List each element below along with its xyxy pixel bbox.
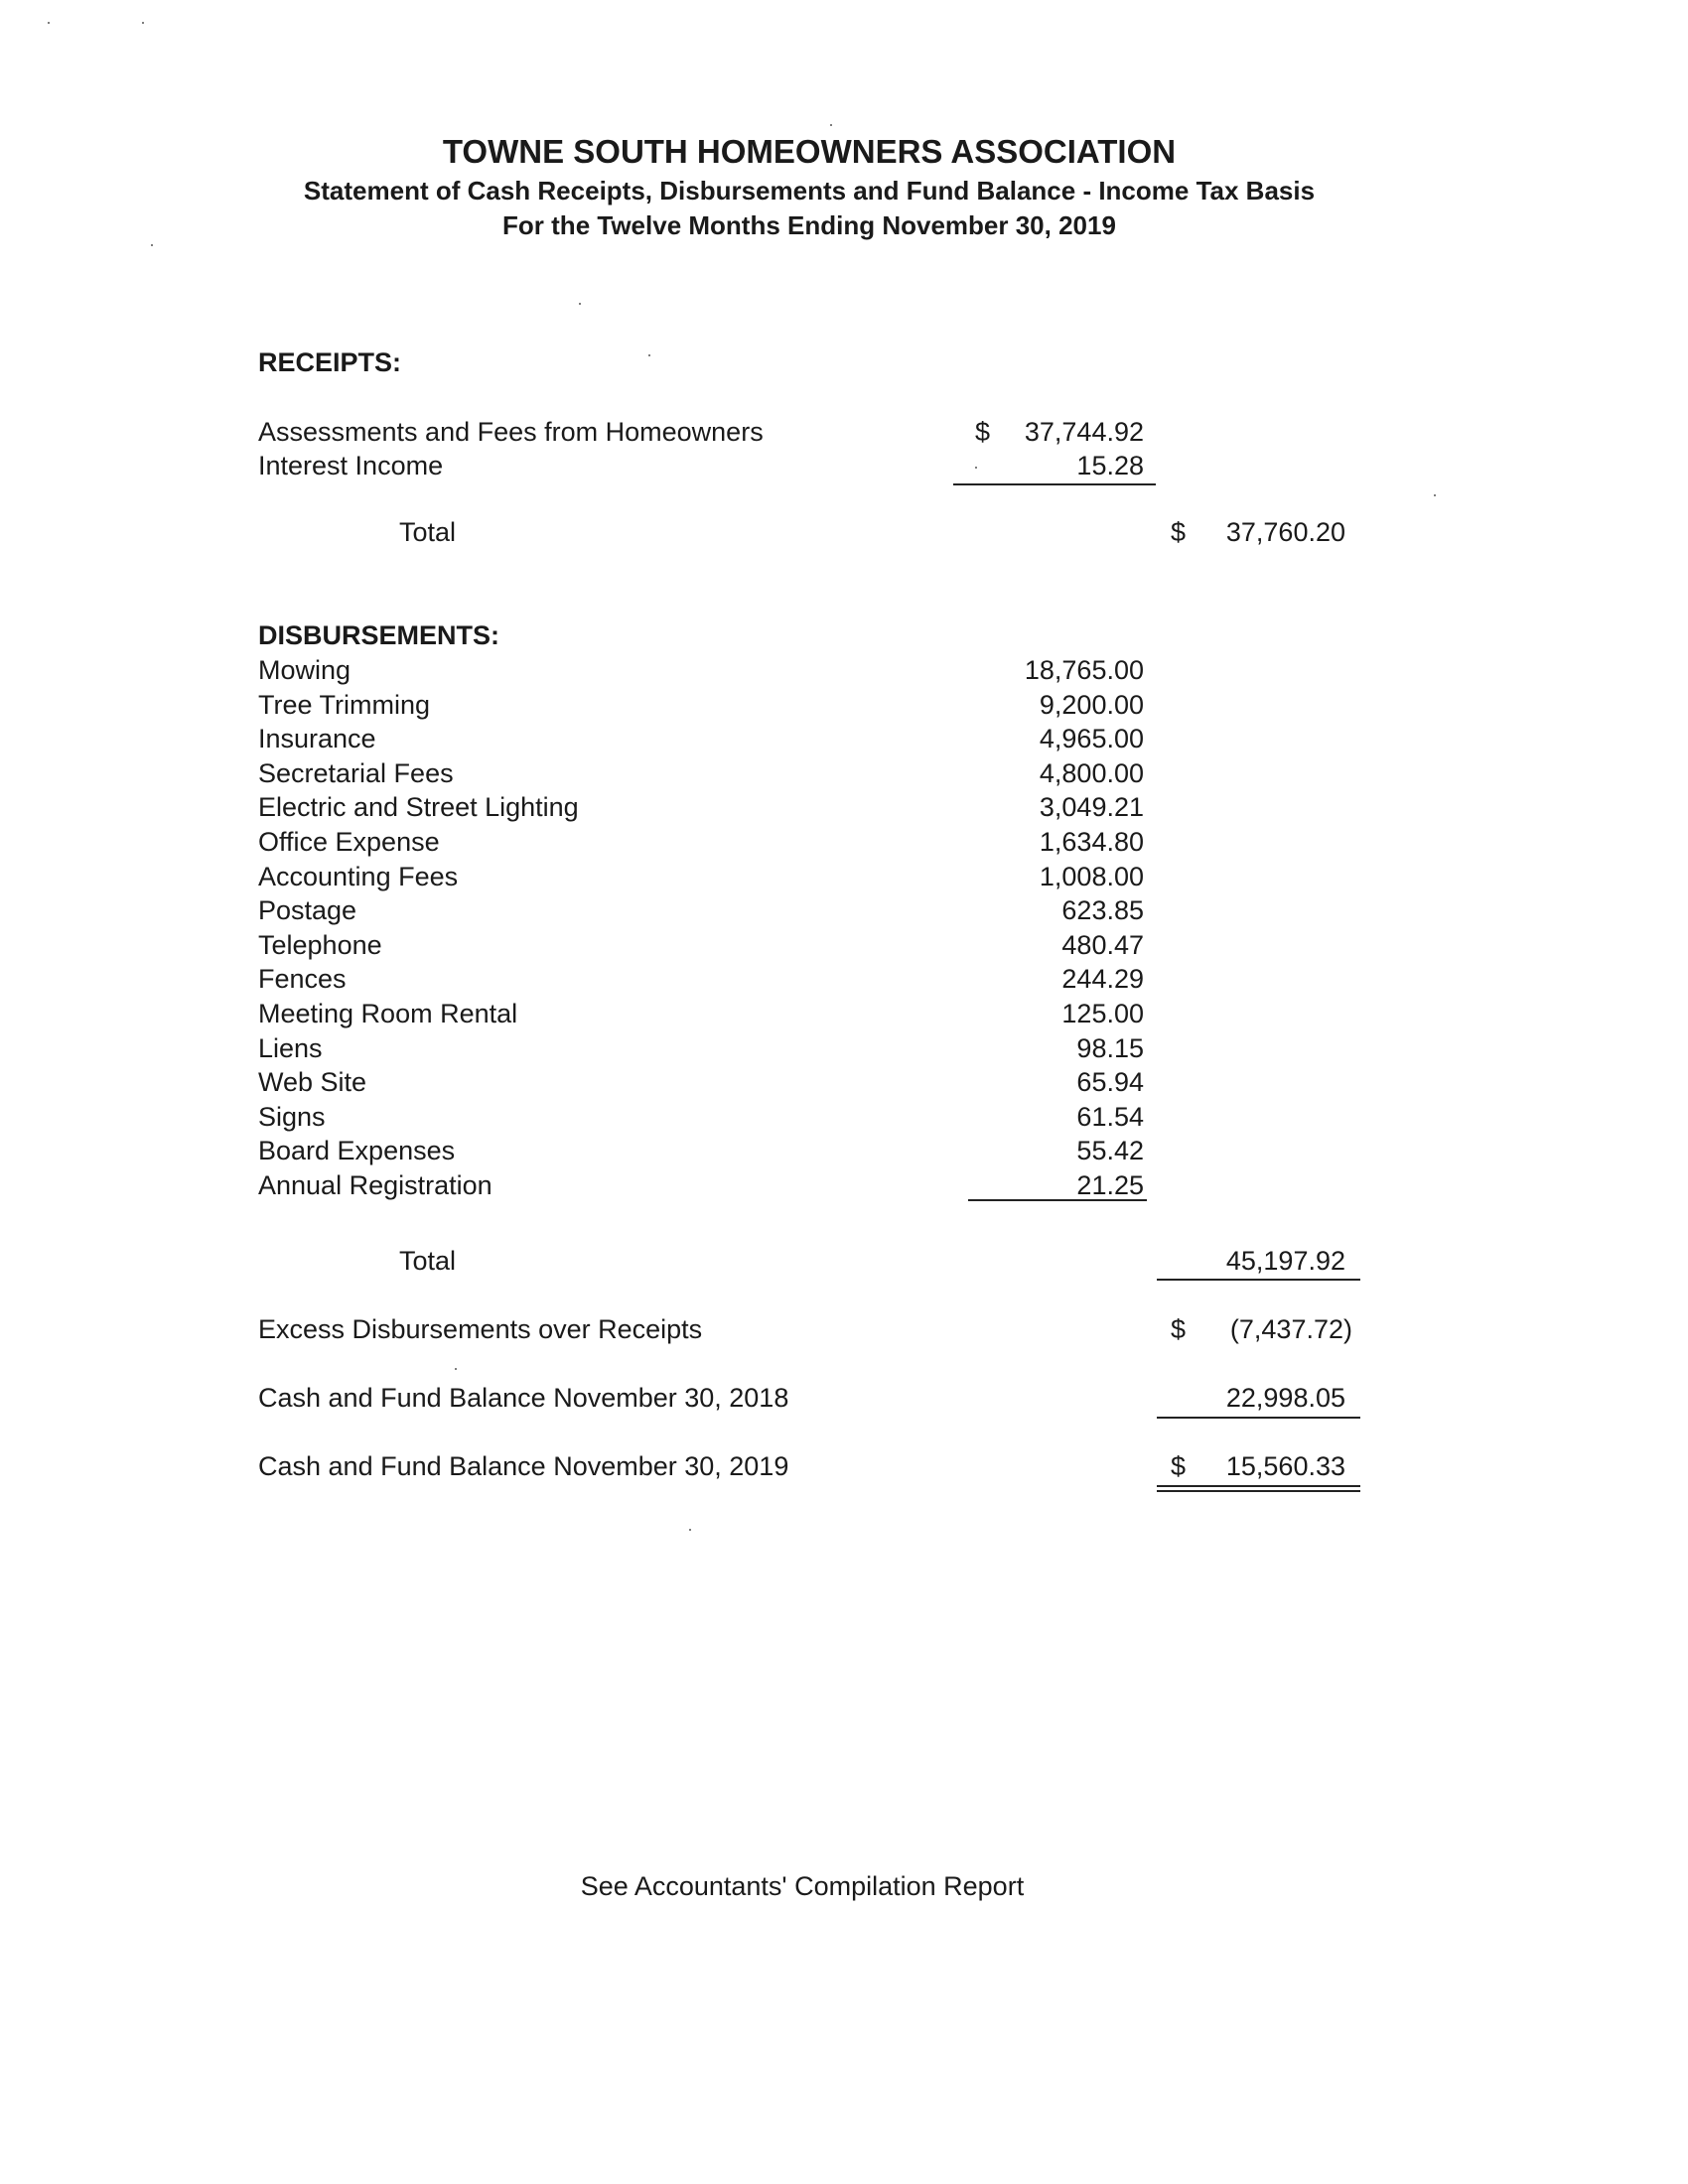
- footer-note: See Accountants' Compilation Report: [580, 1871, 1025, 1901]
- disbursement-label: Tree Trimming: [258, 690, 431, 720]
- dollar-sign: $: [975, 417, 991, 447]
- disbursement-label: Insurance: [258, 724, 376, 753]
- closing-balance-double-rule: [1157, 1485, 1360, 1492]
- scan-speck: [579, 303, 581, 305]
- disbursements-heading: DISBURSEMENTS:: [258, 620, 500, 650]
- disbursement-label: Electric and Street Lighting: [258, 792, 579, 822]
- disbursement-label: Postage: [258, 895, 357, 925]
- receipt-label: Assessments and Fees from Homeowners: [258, 417, 764, 447]
- receipt-label: Interest Income: [258, 451, 444, 480]
- disbursement-amount: 480.47: [1061, 930, 1144, 960]
- closing-balance-label: Cash and Fund Balance November 30, 2019: [258, 1451, 789, 1481]
- disbursement-amount: 1,634.80: [1039, 827, 1144, 857]
- receipts-heading: RECEIPTS:: [258, 347, 402, 377]
- disbursement-amount: 623.85: [1061, 895, 1144, 925]
- disbursement-label: Web Site: [258, 1067, 367, 1097]
- scan-speck: [648, 354, 650, 356]
- disbursement-amount: 61.54: [1076, 1102, 1144, 1132]
- receipts-total-label: Total: [399, 517, 457, 547]
- disbursement-amount: 244.29: [1061, 964, 1144, 994]
- disbursement-label: Fences: [258, 964, 347, 994]
- dollar-sign: $: [1171, 1451, 1187, 1481]
- opening-balance: 22,998.05: [1225, 1383, 1345, 1413]
- disbursement-label: Meeting Room Rental: [258, 999, 518, 1028]
- scan-speck: [689, 1529, 691, 1531]
- disbursement-amount: 18,765.00: [1024, 655, 1144, 685]
- disbursement-amount: 65.94: [1076, 1067, 1144, 1097]
- disbursement-amount: 9,200.00: [1039, 690, 1144, 720]
- scan-speck: [151, 244, 153, 246]
- disbursement-label: Annual Registration: [258, 1170, 492, 1200]
- disbursement-amount: 21.25: [1076, 1170, 1144, 1200]
- disbursement-label: Telephone: [258, 930, 382, 960]
- disbursements-subtotal-rule: [968, 1199, 1147, 1201]
- report-title: TOWNE SOUTH HOMEOWNERS ASSOCIATION: [442, 133, 1177, 170]
- scan-speck: [455, 1368, 457, 1370]
- disbursement-label: Accounting Fees: [258, 862, 459, 891]
- opening-balance-rule: [1157, 1417, 1360, 1419]
- receipts-total: 37,760.20: [1225, 517, 1345, 547]
- disbursement-label: Signs: [258, 1102, 326, 1132]
- opening-balance-label: Cash and Fund Balance November 30, 2018: [258, 1383, 789, 1413]
- disbursement-amount: 3,049.21: [1039, 792, 1144, 822]
- disbursement-amount: 4,965.00: [1039, 724, 1144, 753]
- excess-label: Excess Disbursements over Receipts: [258, 1314, 703, 1344]
- disbursement-label: Mowing: [258, 655, 352, 685]
- disbursements-total: 45,197.92: [1225, 1246, 1345, 1276]
- disbursement-label: Liens: [258, 1033, 323, 1063]
- disbursement-amount: 125.00: [1061, 999, 1144, 1028]
- disbursement-amount: 55.42: [1076, 1136, 1144, 1165]
- receipt-amount: 15.28: [1076, 451, 1144, 480]
- receipts-subtotal-rule: [953, 483, 1156, 485]
- dollar-sign: $: [1171, 1314, 1187, 1344]
- disbursement-label: Office Expense: [258, 827, 440, 857]
- disbursement-amount: 4,800.00: [1039, 758, 1144, 788]
- dollar-sign: $: [1171, 517, 1187, 547]
- closing-balance: 15,560.33: [1225, 1451, 1345, 1481]
- scan-speck: [142, 22, 144, 24]
- disbursement-label: Board Expenses: [258, 1136, 456, 1165]
- disbursements-total-label: Total: [399, 1246, 457, 1276]
- scan-speck: [1434, 494, 1436, 496]
- scan-speck: [830, 124, 832, 126]
- report-period: For the Twelve Months Ending November 30, 2019: [502, 210, 1116, 240]
- disbursement-amount: 98.15: [1076, 1033, 1144, 1063]
- receipt-amount: 37,744.92: [1024, 417, 1144, 447]
- scan-speck: [48, 22, 50, 24]
- disbursement-label: Secretarial Fees: [258, 758, 454, 788]
- excess-amount: (7,437.72): [1229, 1314, 1352, 1344]
- scan-speck: [975, 467, 977, 469]
- disbursement-amount: 1,008.00: [1039, 862, 1144, 891]
- report-subtitle: Statement of Cash Receipts, Disbursements and Fund Balance - Income Tax Basis: [303, 176, 1316, 205]
- disbursements-total-rule: [1157, 1279, 1360, 1281]
